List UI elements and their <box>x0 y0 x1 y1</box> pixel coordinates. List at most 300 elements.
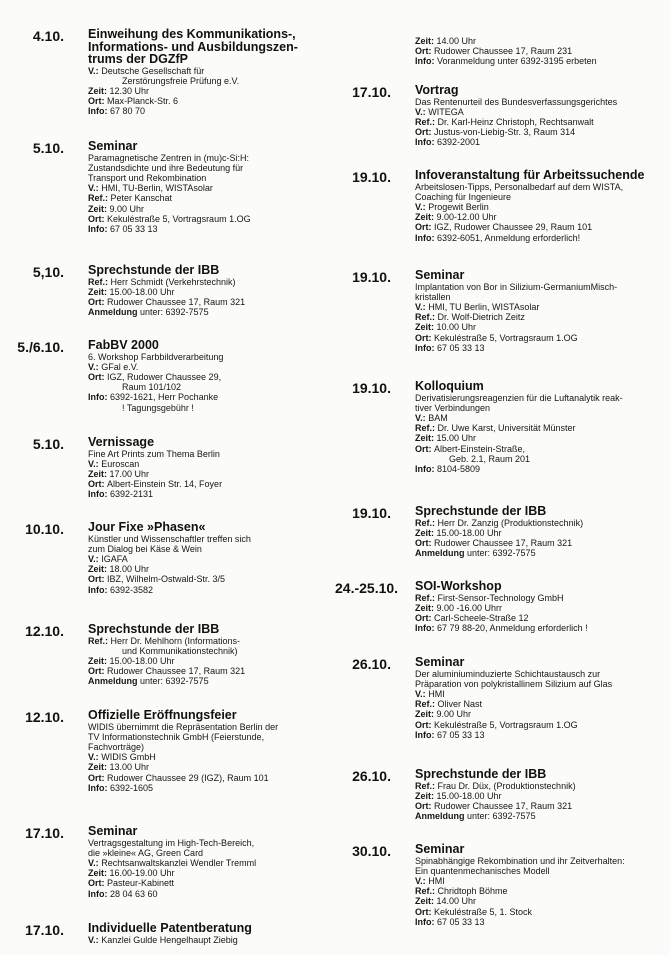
event-content <box>88 623 328 687</box>
detail-label: Info: <box>415 463 435 474</box>
detail-label: V.: <box>415 688 426 699</box>
detail-value: 12.30 Uhr <box>109 85 150 96</box>
detail-label: Ort: <box>88 878 105 889</box>
event-description: Spinabhängige Rekombination und ihr Zeitverhalten: <box>415 855 625 866</box>
detail-value: Rudower Chaussee 17, Raum 321 <box>434 537 573 548</box>
event-detail-row <box>415 127 667 137</box>
detail-value: 67 05 33 13 <box>437 342 485 353</box>
event-detail-row <box>415 36 667 46</box>
event-description: Zustandsdichte und ihre Bedeutung für <box>88 162 244 173</box>
event-description: Vertragsgestaltung im High-Tech-Bereich, <box>88 837 255 848</box>
detail-label: Info: <box>88 584 108 595</box>
event-date: 4.10. <box>32 28 64 44</box>
event-detail-row <box>415 222 667 232</box>
event-detail-row <box>415 907 667 917</box>
event-detail-row <box>415 302 667 312</box>
event-date: 26.10. <box>352 656 391 672</box>
detail-label: Ort: <box>88 574 105 585</box>
event-title: trums der DGZfP <box>88 52 189 66</box>
detail-value: ! Tagungsgebühr ! <box>122 402 194 413</box>
detail-label: Zeit: <box>88 762 107 773</box>
event-detail-row <box>88 76 328 86</box>
event-detail-row <box>88 183 328 193</box>
event-detail-row <box>415 202 667 212</box>
detail-label: Ref.: <box>415 886 435 897</box>
event-content <box>415 580 667 633</box>
event-date: 5,10. <box>32 264 64 280</box>
detail-label: Info: <box>415 137 435 148</box>
detail-value: 67 79 88-20, Anmeldung erforderlich ! <box>437 623 588 634</box>
detail-value: First-Sensor-Technology GmbH <box>437 592 564 603</box>
detail-value: Euroscan <box>101 458 140 469</box>
detail-value: IGZ, Rudower Chaussee 29, <box>107 371 222 382</box>
detail-value: 10.00 Uhr <box>436 322 477 333</box>
event-content <box>88 521 328 595</box>
detail-label: Zeit: <box>415 602 434 613</box>
event-detail-row <box>88 459 328 469</box>
event-date: 17.10. <box>352 84 391 100</box>
detail-value: unter: 6392-7575 <box>140 676 209 687</box>
event-detail-row <box>415 518 667 528</box>
detail-value: IBZ, Wilhelm-Ostwald-Str. 3/5 <box>107 574 226 585</box>
event-detail-row <box>415 603 667 613</box>
event-detail-row <box>415 423 667 433</box>
detail-label: Ort: <box>415 332 432 343</box>
detail-value: Dr. Wolf-Dietrich Zeitz <box>437 312 525 323</box>
detail-value: Rechtsanwaltskanzlei Wendler Tremml <box>101 857 257 868</box>
event-detail-row <box>415 107 667 117</box>
event-detail-row <box>415 528 667 538</box>
event-title: Sprechstunde der IBB <box>415 504 547 518</box>
detail-value: Zerstörungsfreie Prüfung e.V. <box>122 75 240 86</box>
event-detail-row <box>88 362 328 372</box>
event-detail-row <box>88 762 328 772</box>
event-title: Informations- und Ausbildungszen- <box>88 39 298 54</box>
detail-value: 67 05 33 13 <box>437 729 485 740</box>
event-title: Vernissage <box>88 435 155 449</box>
detail-value: IGAFA <box>101 553 128 564</box>
event-date: 17.10. <box>25 922 64 938</box>
detail-value: 18.00 Uhr <box>109 564 150 575</box>
detail-value: Rudower Chaussee 17, Raum 321 <box>107 666 246 677</box>
detail-label: Info: <box>415 729 435 740</box>
detail-value: Kekuléstraße 5, Vortragsraum 1.OG <box>434 719 578 730</box>
event-title: Seminar <box>415 842 465 856</box>
detail-value: Rudower Chaussee 17, Raum 231 <box>434 46 573 57</box>
event-date: 17.10. <box>25 825 64 841</box>
detail-value: 6392-3582 <box>110 584 154 595</box>
event-description: Das Rentenurteil des Bundesverfassungsgerichtes <box>415 96 618 107</box>
detail-label: Ort: <box>88 666 105 677</box>
detail-value: Max-Planck-Str. 6 <box>107 96 179 107</box>
detail-value: 6392-2131 <box>110 489 154 500</box>
detail-value: Herr Dr. Mehlhorn (Informations- <box>110 635 241 646</box>
detail-label: Zeit: <box>415 527 434 538</box>
event-date: 26.10. <box>352 768 391 784</box>
detail-label: Zeit: <box>88 85 107 96</box>
event-description: Fachvorträge) <box>88 741 145 752</box>
event-content <box>415 505 667 558</box>
detail-label: V.: <box>88 183 99 194</box>
event-content <box>88 436 328 500</box>
event-detail-row <box>88 86 328 96</box>
detail-label: Ref.: <box>415 517 435 528</box>
event-title: Einweihung des Kommunikations-, <box>88 27 296 41</box>
detail-value: WITEGA <box>428 106 464 117</box>
detail-label: Ort: <box>415 800 432 811</box>
detail-label: Ort: <box>88 772 105 783</box>
detail-value: Raum 101/102 <box>122 382 182 393</box>
event-date: 19.10. <box>352 505 391 521</box>
detail-label: Zeit: <box>88 868 107 879</box>
event-detail-row <box>415 464 667 474</box>
detail-value: 9.00 Uhr <box>109 203 145 214</box>
event-date: 19.10. <box>352 380 391 396</box>
detail-label: Zeit: <box>88 468 107 479</box>
detail-value: 9.00 -16.00 Uhrr <box>436 602 503 613</box>
event-description: kristallen <box>415 291 451 302</box>
event-detail-row <box>415 623 667 633</box>
event-content <box>415 656 667 740</box>
detail-value: 6392-6051, Anmeldung erforderlich! <box>437 232 581 243</box>
event-detail-row <box>415 322 667 332</box>
detail-label: Zeit: <box>88 286 107 297</box>
detail-label: V.: <box>415 201 426 212</box>
detail-value: 6392-2001 <box>437 137 481 148</box>
detail-value: 67 80 70 <box>110 106 146 117</box>
event-detail-row <box>88 554 328 564</box>
event-detail-row <box>88 372 328 382</box>
event-description: Paramagnetische Zentren in (mu)c-Si:H: <box>88 152 250 163</box>
event-description: zum Dialog bei Käse & Wein <box>88 543 202 554</box>
event-date: 5./6.10. <box>17 339 64 355</box>
event-description: TV Informationstechnik GmbH (Feierstunde, <box>88 731 265 742</box>
detail-value: Carl-Scheele-Straße 12 <box>434 612 529 623</box>
event-detail-row <box>88 752 328 762</box>
event-detail-row <box>88 646 328 656</box>
detail-value: IGZ, Rudower Chaussee 29, Raum 101 <box>434 222 593 233</box>
detail-label: Info: <box>88 888 108 899</box>
detail-label: Zeit: <box>415 790 434 801</box>
event-detail-row <box>415 454 667 464</box>
event-detail-row <box>88 666 328 676</box>
detail-label: Info: <box>415 916 435 927</box>
detail-value: 15.00-18.00 Uhr <box>109 286 175 297</box>
detail-value: Kekuléstraße 5, 1. Stock <box>434 906 533 917</box>
detail-label: Zeit: <box>415 322 434 333</box>
detail-label: V.: <box>88 361 99 372</box>
detail-label: Zeit: <box>415 433 434 444</box>
detail-label: Zeit: <box>415 896 434 907</box>
detail-value: GFal e.V. <box>101 361 139 372</box>
event-detail-row <box>88 574 328 584</box>
detail-value: 6392-1605 <box>110 782 154 793</box>
detail-label: Ort: <box>88 96 105 107</box>
detail-value: HMI, TU Berlin, WISTAsolar <box>428 301 540 312</box>
detail-value: 13.00 Uhr <box>109 762 150 773</box>
event-detail-row <box>415 613 667 623</box>
detail-label: Ref.: <box>415 116 435 127</box>
detail-value: 67 05 33 13 <box>110 223 158 234</box>
detail-label: Ref.: <box>88 635 108 646</box>
event-detail-row <box>415 333 667 343</box>
event-date: 19.10. <box>352 169 391 185</box>
event-title: Seminar <box>415 655 465 669</box>
event-detail-row <box>415 917 667 927</box>
detail-value: Kekuléstraße 5, Vortragsraum 1.OG <box>107 213 251 224</box>
event-detail-row <box>415 781 667 791</box>
detail-label: Ort: <box>88 371 105 382</box>
event-description: Künstler und Wissenschaftler treffen sich <box>88 533 251 544</box>
event-description: 6. Workshop Farbbildverarbeitung <box>88 351 224 362</box>
event-detail-row <box>88 382 328 392</box>
detail-label: Anmeldung <box>415 548 465 559</box>
detail-value: 15.00 Uhr <box>436 433 477 444</box>
event-content <box>415 843 667 927</box>
event-description: die »kleine« AG, Green Card <box>88 847 204 858</box>
event-date: 24.-25.10. <box>335 580 399 596</box>
event-detail-row <box>415 699 667 709</box>
event-detail-row <box>415 896 667 906</box>
event-detail-row <box>415 886 667 896</box>
event-detail-row <box>88 469 328 479</box>
event-detail-row <box>88 277 328 287</box>
detail-label: V.: <box>415 301 426 312</box>
event-title: FabBV 2000 <box>88 338 159 352</box>
detail-label: V.: <box>88 752 99 763</box>
detail-label: Ref.: <box>88 193 108 204</box>
event-detail-row <box>415 811 667 821</box>
detail-label: Ref.: <box>415 592 435 603</box>
event-detail-row <box>88 773 328 783</box>
detail-label: Ort: <box>88 213 105 224</box>
detail-label: Info: <box>415 56 435 67</box>
event-title: Vortrag <box>415 83 459 97</box>
detail-value: BAM <box>428 412 448 423</box>
detail-label: Ort: <box>415 222 432 233</box>
event-description: Coaching für Ingenieure <box>415 191 512 202</box>
detail-label: Ref.: <box>415 423 435 434</box>
event-detail-row <box>88 878 328 888</box>
event-content <box>415 84 667 148</box>
detail-value: Dr. Uwe Karst, Universität Münster <box>437 423 576 434</box>
detail-value: 9.00 Uhr <box>436 709 472 720</box>
event-description: Präparation von polykristallinem Silizium auf Glas <box>415 678 613 689</box>
event-content <box>88 264 328 317</box>
detail-label: Zeit: <box>88 655 107 666</box>
event-description: Fine Art Prints zum Thema Berlin <box>88 448 220 459</box>
detail-value: Frau Dr. Düx, (Produktionstechnik) <box>437 780 576 791</box>
event-detail-row <box>88 106 328 116</box>
detail-value: Justus-von-Liebig-Str. 3, Raum 314 <box>434 127 576 138</box>
event-date: 12.10. <box>25 709 64 725</box>
event-title: Sprechstunde der IBB <box>88 622 220 636</box>
event-description: Transport und Rekombination <box>88 172 207 183</box>
event-title: Sprechstunde der IBB <box>415 767 547 781</box>
detail-value: 16.00-19.00 Uhr <box>109 868 175 879</box>
event-detail-row <box>88 656 328 666</box>
detail-label: V.: <box>88 458 99 469</box>
detail-label: Zeit: <box>88 564 107 575</box>
event-detail-row <box>415 720 667 730</box>
detail-value: und Kommunikationstechnik) <box>122 645 238 656</box>
detail-value: 15.00-18.00 Uhr <box>436 527 502 538</box>
detail-label: Anmeldung <box>88 676 138 687</box>
detail-value: 17.00 Uhr <box>109 468 150 479</box>
event-detail-row <box>415 233 667 243</box>
event-detail-row <box>415 46 667 56</box>
detail-value: Herr Dr. Zanzig (Produktionstechnik) <box>437 517 584 528</box>
event-detail-row <box>88 403 328 413</box>
event-content <box>88 28 328 117</box>
event-detail-row <box>415 593 667 603</box>
event-content <box>415 380 667 474</box>
event-detail-row <box>88 214 328 224</box>
detail-label: V.: <box>415 412 426 423</box>
detail-label: V.: <box>88 65 99 76</box>
detail-label: Ort: <box>415 612 432 623</box>
event-date: 12.10. <box>25 623 64 639</box>
detail-value: unter: 6392-7575 <box>140 307 209 318</box>
detail-value: Geb. 2.1, Raum 201 <box>449 453 531 464</box>
event-content <box>88 339 328 413</box>
event-detail-row <box>88 676 328 686</box>
detail-label: Ort: <box>415 127 432 138</box>
detail-label: Info: <box>88 489 108 500</box>
event-title: Sprechstunde der IBB <box>88 263 220 277</box>
detail-value: HMI <box>428 875 445 886</box>
event-detail-row <box>415 312 667 322</box>
event-description: tiver Verbindungen <box>415 402 491 413</box>
event-title: Seminar <box>88 824 138 838</box>
event-description: Ein quantenmechanisches Modell <box>415 865 550 876</box>
detail-value: Albert-Einstein Str. 14, Foyer <box>107 479 223 490</box>
event-detail-row <box>88 889 328 899</box>
detail-value: Rudower Chaussee 17, Raum 321 <box>107 296 246 307</box>
detail-label: Ort: <box>88 479 105 490</box>
detail-label: Ref.: <box>415 780 435 791</box>
detail-value: Rudower Chaussee 29 (IGZ), Raum 101 <box>107 772 269 783</box>
event-detail-row <box>415 548 667 558</box>
event-title: Seminar <box>415 268 465 282</box>
event-title: Seminar <box>88 139 138 153</box>
detail-label: V.: <box>415 106 426 117</box>
event-detail-row <box>88 193 328 203</box>
event-detail-row <box>88 564 328 574</box>
detail-label: V.: <box>88 553 99 564</box>
detail-label: Info: <box>88 223 108 234</box>
event-date: 30.10. <box>352 843 391 859</box>
detail-label: Anmeldung <box>415 811 465 822</box>
detail-value: 14.00 Uhr <box>436 36 477 46</box>
event-detail-row <box>88 96 328 106</box>
detail-label: Anmeldung <box>88 307 138 318</box>
event-detail-row <box>415 343 667 353</box>
detail-value: Albert-Einstein-Straße, <box>434 443 526 454</box>
detail-value: Oliver Nast <box>437 699 483 710</box>
event-detail-row <box>415 56 667 66</box>
event-title: SOI-Workshop <box>415 579 502 593</box>
detail-value: Dr. Karl-Heinz Christoph, Rechtsanwalt <box>437 116 594 127</box>
event-detail-row <box>415 538 667 548</box>
detail-value: Kanzlei Gulde Hengelhaupt Ziebig <box>101 934 238 945</box>
event-title: Offizielle Eröffnungsfeier <box>88 708 237 722</box>
detail-label: Ort: <box>415 719 432 730</box>
event-detail-row <box>88 935 328 945</box>
detail-value: Pasteur-Kabinett <box>107 878 175 889</box>
event-title: Infoveranstaltung für Arbeitssuchende <box>415 168 645 182</box>
detail-value: 28 04 63 60 <box>110 888 158 899</box>
event-detail-row <box>88 858 328 868</box>
detail-value: Kekuléstraße 5, Vortragsraum 1.OG <box>434 332 578 343</box>
event-detail-row <box>415 876 667 886</box>
detail-value: WIDIS GmbH <box>101 752 156 763</box>
event-detail-row <box>415 433 667 443</box>
detail-label: Zeit: <box>415 709 434 720</box>
detail-label: Info: <box>88 392 108 403</box>
event-description: WIDIS übernimmt die Repräsentation Berlin der <box>88 721 279 732</box>
detail-value: Progewit Berlin <box>428 201 489 212</box>
event-title: Individuelle Patentberatung <box>88 921 252 935</box>
event-detail-row <box>88 636 328 646</box>
event-description: Der aluminiuminduzierte Schichtaustausch zur <box>415 668 601 679</box>
detail-value: 14.00 Uhr <box>436 896 477 907</box>
event-detail-row <box>88 783 328 793</box>
event-title: Kolloquium <box>415 379 484 393</box>
event-content <box>88 825 328 899</box>
event-title: Jour Fixe »Phasen« <box>88 520 206 534</box>
detail-value: unter: 6392-7575 <box>467 811 536 822</box>
detail-value: 15.00-18.00 Uhr <box>109 655 175 666</box>
event-content <box>415 169 667 243</box>
event-detail-row <box>415 730 667 740</box>
detail-label: Ort: <box>88 296 105 307</box>
event-content <box>88 922 328 945</box>
detail-label: Ref.: <box>88 276 108 287</box>
detail-label: V.: <box>415 875 426 886</box>
detail-label: Info: <box>88 782 108 793</box>
event-detail-row <box>88 585 328 595</box>
event-detail-row <box>415 709 667 719</box>
event-detail-row <box>88 297 328 307</box>
detail-label: Ort: <box>415 443 432 454</box>
event-description: Arbeitslosen-Tipps, Personalbedarf auf dem WISTA, <box>415 181 624 192</box>
detail-label: Ref.: <box>415 699 435 710</box>
event-detail-row <box>88 868 328 878</box>
event-detail-row <box>415 689 667 699</box>
detail-value: Peter Kanschat <box>110 193 173 204</box>
event-description: Implantation von Bor in Silizium-GermaniumMisch- <box>415 281 618 292</box>
detail-label: Ort: <box>415 906 432 917</box>
event-detail-row <box>415 212 667 222</box>
detail-label: V.: <box>88 934 99 945</box>
detail-label: Info: <box>415 623 435 634</box>
detail-value: Deutsche Gesellschaft für <box>101 65 205 76</box>
detail-label: Info: <box>415 232 435 243</box>
event-content <box>88 140 328 234</box>
detail-value: HMI <box>428 688 445 699</box>
event-detail-row <box>415 801 667 811</box>
event-detail-row <box>415 117 667 127</box>
detail-value: 9.00-12.00 Uhr <box>436 212 497 223</box>
detail-label: Zeit: <box>415 212 434 223</box>
event-description: Derivatisierungsreagenzien für die Luftanalytik reak- <box>415 392 623 403</box>
detail-value: Rudower Chaussee 17, Raum 321 <box>434 800 573 811</box>
event-date: 10.10. <box>25 521 64 537</box>
detail-value: 8104-5809 <box>437 463 481 474</box>
event-detail-row <box>88 392 328 402</box>
detail-label: Ref.: <box>415 312 435 323</box>
